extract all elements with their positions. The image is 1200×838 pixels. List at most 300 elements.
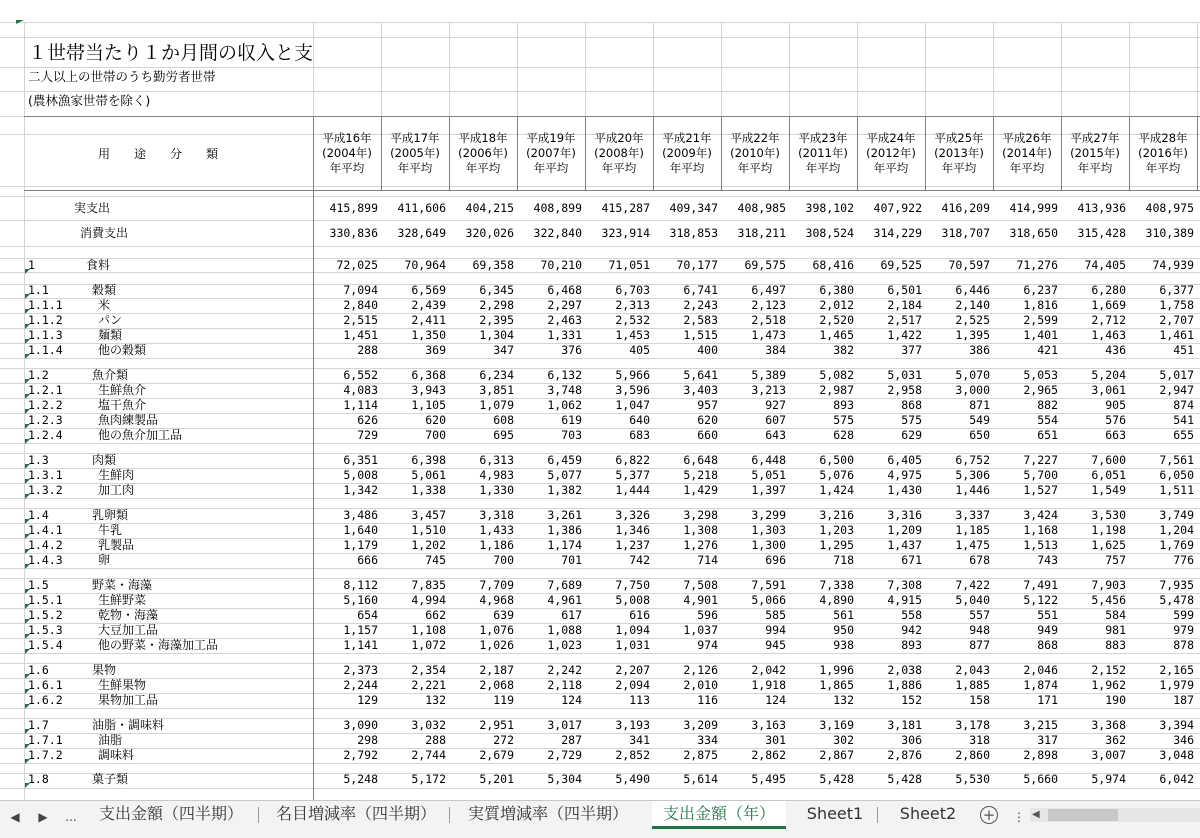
value-cell[interactable]: 6,132 [547, 368, 582, 382]
row-code[interactable]: 1.5.4 [28, 638, 63, 652]
value-cell[interactable]: 132 [425, 693, 446, 707]
value-cell[interactable]: 3,943 [411, 383, 446, 397]
sheet-title[interactable]: １世帯当たり１か月間の収入と支 [28, 42, 313, 64]
row-code[interactable]: 1.4.1 [28, 523, 63, 537]
value-cell[interactable]: 1,461 [1159, 328, 1194, 342]
row-label[interactable]: 油脂・調味料 [92, 718, 165, 732]
value-cell[interactable]: 6,042 [1159, 772, 1194, 786]
value-cell[interactable]: 1,303 [751, 523, 786, 537]
value-cell[interactable]: 132 [833, 693, 854, 707]
row-code[interactable]: 1.8 [28, 772, 49, 786]
value-cell[interactable]: 124 [561, 693, 582, 707]
row-code[interactable]: 1.4 [28, 508, 49, 522]
value-cell[interactable]: 2,395 [479, 313, 514, 327]
value-cell[interactable]: 671 [901, 553, 922, 567]
row-label[interactable]: 生鮮肉 [98, 468, 135, 482]
value-cell[interactable]: 3,017 [547, 718, 582, 732]
value-cell[interactable]: 6,500 [819, 453, 854, 467]
value-cell[interactable]: 6,234 [479, 368, 514, 382]
value-cell[interactable]: 1,446 [955, 483, 990, 497]
value-cell[interactable]: 2,707 [1159, 313, 1194, 327]
value-cell[interactable]: 561 [833, 608, 854, 622]
value-cell[interactable]: 318,211 [737, 226, 786, 240]
value-cell[interactable]: 1,304 [479, 328, 514, 342]
value-cell[interactable]: 1,433 [479, 523, 514, 537]
value-cell[interactable]: 945 [765, 638, 786, 652]
value-cell[interactable]: 69,525 [880, 258, 922, 272]
value-cell[interactable]: 905 [1105, 398, 1126, 412]
value-cell[interactable]: 1,397 [751, 483, 786, 497]
value-cell[interactable]: 158 [969, 693, 990, 707]
value-cell[interactable]: 320,026 [465, 226, 514, 240]
value-cell[interactable]: 2,010 [683, 678, 718, 692]
value-cell[interactable]: 541 [1173, 413, 1194, 427]
value-cell[interactable]: 408,975 [1145, 201, 1194, 215]
value-cell[interactable]: 5,456 [1091, 593, 1126, 607]
value-cell[interactable]: 4,890 [819, 593, 854, 607]
row-code[interactable]: 1.1 [28, 283, 49, 297]
value-cell[interactable]: 1,088 [547, 623, 582, 637]
value-cell[interactable]: 718 [833, 553, 854, 567]
value-cell[interactable]: 328,649 [397, 226, 446, 240]
row-code[interactable]: 1.1.4 [28, 343, 63, 357]
row-label[interactable]: 大豆加工品 [98, 623, 159, 637]
value-cell[interactable]: 3,215 [1023, 718, 1058, 732]
value-cell[interactable]: 616 [629, 608, 650, 622]
value-cell[interactable]: 7,422 [955, 578, 990, 592]
row-label[interactable]: 乳卵類 [92, 508, 129, 522]
column-header-2[interactable] [381, 131, 449, 176]
value-cell[interactable]: 330,836 [329, 226, 378, 240]
value-cell[interactable]: 1,031 [615, 638, 650, 652]
value-cell[interactable]: 2,244 [343, 678, 378, 692]
row-code[interactable]: 1.5.1 [28, 593, 63, 607]
sheet-subtitle-exclusion[interactable]: (農林漁家世帯を除く) [28, 93, 151, 108]
value-cell[interactable]: 655 [1173, 428, 1194, 442]
value-cell[interactable]: 414,999 [1009, 201, 1058, 215]
value-cell[interactable]: 868 [1037, 638, 1058, 652]
value-cell[interactable]: 2,860 [955, 748, 990, 762]
value-cell[interactable]: 2,583 [683, 313, 718, 327]
value-cell[interactable]: 2,152 [1091, 663, 1126, 677]
value-cell[interactable]: 742 [629, 553, 650, 567]
value-cell[interactable]: 2,898 [1023, 748, 1058, 762]
value-cell[interactable]: 2,298 [479, 298, 514, 312]
value-cell[interactable]: 1,401 [1023, 328, 1058, 342]
value-cell[interactable]: 938 [833, 638, 854, 652]
value-cell[interactable]: 2,951 [479, 718, 514, 732]
row-label[interactable]: 加工肉 [98, 483, 135, 497]
value-cell[interactable]: 7,689 [547, 578, 582, 592]
value-cell[interactable]: 5,082 [819, 368, 854, 382]
value-cell[interactable]: 288 [357, 343, 378, 357]
value-cell[interactable]: 1,874 [1023, 678, 1058, 692]
value-cell[interactable]: 70,964 [404, 258, 446, 272]
value-cell[interactable]: 1,886 [887, 678, 922, 692]
row-code[interactable]: 1.2 [28, 368, 49, 382]
value-cell[interactable]: 69,358 [472, 258, 514, 272]
row-code[interactable]: 1.2.3 [28, 413, 63, 427]
value-cell[interactable]: 6,459 [547, 453, 582, 467]
value-cell[interactable]: 1,209 [887, 523, 922, 537]
value-cell[interactable]: 1,473 [751, 328, 786, 342]
value-cell[interactable]: 629 [901, 428, 922, 442]
value-cell[interactable]: 2,207 [615, 663, 650, 677]
value-cell[interactable]: 1,076 [479, 623, 514, 637]
value-cell[interactable]: 2,068 [479, 678, 514, 692]
value-cell[interactable]: 272 [493, 733, 514, 747]
row-code[interactable]: 1.4.2 [28, 538, 63, 552]
row-code[interactable]: 1.2.2 [28, 398, 63, 412]
value-cell[interactable]: 70,177 [676, 258, 718, 272]
value-cell[interactable]: 2,867 [819, 748, 854, 762]
row-label[interactable]: 他の穀類 [98, 343, 147, 357]
value-cell[interactable]: 584 [1105, 608, 1126, 622]
row-code[interactable]: 1.7.1 [28, 733, 63, 747]
value-cell[interactable]: 1,429 [683, 483, 718, 497]
value-cell[interactable]: 1,962 [1091, 678, 1126, 692]
value-cell[interactable]: 3,299 [751, 508, 786, 522]
value-cell[interactable]: 558 [901, 608, 922, 622]
value-cell[interactable]: 981 [1105, 623, 1126, 637]
value-cell[interactable]: 7,338 [819, 578, 854, 592]
sheet-tab-2[interactable]: 名目増減率（四半期） [275, 804, 436, 823]
value-cell[interactable]: 5,700 [1023, 468, 1058, 482]
value-cell[interactable]: 2,852 [615, 748, 650, 762]
value-cell[interactable]: 4,983 [479, 468, 514, 482]
value-cell[interactable]: 979 [1173, 623, 1194, 637]
value-cell[interactable]: 1,179 [343, 538, 378, 552]
value-cell[interactable]: 3,181 [887, 718, 922, 732]
value-cell[interactable]: 5,660 [1023, 772, 1058, 786]
row-label[interactable]: 果物 [92, 663, 117, 677]
value-cell[interactable]: 1,437 [887, 538, 922, 552]
value-cell[interactable]: 6,703 [615, 283, 650, 297]
value-cell[interactable]: 703 [561, 428, 582, 442]
value-cell[interactable]: 1,079 [479, 398, 514, 412]
value-cell[interactable]: 5,066 [751, 593, 786, 607]
value-cell[interactable]: 2,411 [411, 313, 446, 327]
value-cell[interactable]: 5,641 [683, 368, 718, 382]
value-cell[interactable]: 404,215 [465, 201, 514, 215]
value-cell[interactable]: 5,248 [343, 772, 378, 786]
value-cell[interactable]: 382 [833, 343, 854, 357]
value-cell[interactable]: 4,968 [479, 593, 514, 607]
value-cell[interactable]: 2,532 [615, 313, 650, 327]
value-cell[interactable]: 575 [901, 413, 922, 427]
value-cell[interactable]: 557 [969, 608, 990, 622]
value-cell[interactable]: 334 [697, 733, 718, 747]
tab-scroll-right-icon[interactable]: ▶ [38, 810, 48, 824]
value-cell[interactable]: 301 [765, 733, 786, 747]
value-cell[interactable]: 1,444 [615, 483, 650, 497]
value-cell[interactable]: 701 [561, 553, 582, 567]
row-code[interactable]: 1.6.1 [28, 678, 63, 692]
value-cell[interactable]: 5,051 [751, 468, 786, 482]
row-label[interactable]: 他の野菜・海藻加工品 [98, 638, 219, 652]
value-cell[interactable]: 4,975 [887, 468, 922, 482]
value-cell[interactable]: 1,395 [955, 328, 990, 342]
value-cell[interactable]: 576 [1105, 413, 1126, 427]
column-header-10[interactable] [925, 131, 993, 176]
value-cell[interactable]: 882 [1037, 398, 1058, 412]
value-cell[interactable]: 1,758 [1159, 298, 1194, 312]
value-cell[interactable]: 341 [629, 733, 650, 747]
value-cell[interactable]: 119 [493, 693, 514, 707]
value-cell[interactable]: 3,749 [1159, 508, 1194, 522]
value-cell[interactable]: 3,368 [1091, 718, 1126, 732]
value-cell[interactable]: 362 [1105, 733, 1126, 747]
value-cell[interactable]: 874 [1173, 398, 1194, 412]
value-cell[interactable]: 948 [969, 623, 990, 637]
value-cell[interactable]: 408,899 [533, 201, 582, 215]
value-cell[interactable]: 628 [833, 428, 854, 442]
row-label[interactable]: 生鮮魚介 [98, 383, 147, 397]
column-header-9[interactable] [857, 131, 925, 176]
value-cell[interactable]: 1,331 [547, 328, 582, 342]
row-label[interactable]: 塩干魚介 [98, 398, 147, 412]
value-cell[interactable]: 607 [765, 413, 786, 427]
value-cell[interactable]: 5,172 [411, 772, 446, 786]
value-cell[interactable]: 400 [697, 343, 718, 357]
value-cell[interactable]: 2,876 [887, 748, 922, 762]
value-cell[interactable]: 3,530 [1091, 508, 1126, 522]
value-cell[interactable]: 6,741 [683, 283, 718, 297]
value-cell[interactable]: 288 [425, 733, 446, 747]
row-label[interactable]: 生鮮果物 [98, 678, 147, 692]
value-cell[interactable]: 1,346 [615, 523, 650, 537]
value-cell[interactable]: 2,875 [683, 748, 718, 762]
row-label[interactable]: 肉類 [92, 453, 117, 467]
row-label[interactable]: 油脂 [98, 733, 123, 747]
value-cell[interactable]: 871 [969, 398, 990, 412]
value-cell[interactable]: 2,840 [343, 298, 378, 312]
value-cell[interactable]: 4,901 [683, 593, 718, 607]
value-cell[interactable]: 5,614 [683, 772, 718, 786]
value-cell[interactable]: 2,094 [615, 678, 650, 692]
column-header-3[interactable] [449, 131, 517, 176]
value-cell[interactable]: 2,118 [547, 678, 582, 692]
value-cell[interactable]: 2,243 [683, 298, 718, 312]
value-cell[interactable]: 1,342 [343, 483, 378, 497]
value-cell[interactable]: 7,561 [1159, 453, 1194, 467]
row-label[interactable]: 食料 [86, 258, 111, 272]
row-label[interactable]: 米 [98, 298, 111, 312]
sheet-tab-1[interactable]: 支出金額（四半期） [98, 804, 243, 823]
value-cell[interactable]: 5,966 [615, 368, 650, 382]
sheet-tab-5[interactable]: Sheet1 [806, 804, 864, 823]
value-cell[interactable]: 551 [1037, 608, 1058, 622]
value-cell[interactable]: 310,389 [1145, 226, 1194, 240]
value-cell[interactable]: 70,210 [540, 258, 582, 272]
value-cell[interactable]: 650 [969, 428, 990, 442]
value-cell[interactable]: 3,216 [819, 508, 854, 522]
value-cell[interactable]: 620 [697, 413, 718, 427]
value-cell[interactable]: 3,007 [1091, 748, 1126, 762]
value-cell[interactable]: 6,050 [1159, 468, 1194, 482]
value-cell[interactable]: 5,070 [955, 368, 990, 382]
value-cell[interactable]: 2,313 [615, 298, 650, 312]
row-code[interactable]: 1.5.2 [28, 608, 63, 622]
value-cell[interactable]: 1,108 [411, 623, 446, 637]
value-cell[interactable]: 1,338 [411, 483, 446, 497]
value-cell[interactable]: 5,160 [343, 593, 378, 607]
value-cell[interactable]: 7,508 [683, 578, 718, 592]
value-cell[interactable]: 1,202 [411, 538, 446, 552]
value-cell[interactable]: 2,947 [1159, 383, 1194, 397]
value-cell[interactable]: 7,308 [887, 578, 922, 592]
value-cell[interactable]: 5,040 [955, 593, 990, 607]
value-cell[interactable]: 619 [561, 413, 582, 427]
value-cell[interactable]: 2,221 [411, 678, 446, 692]
value-cell[interactable]: 323,914 [601, 226, 650, 240]
value-cell[interactable]: 3,318 [479, 508, 514, 522]
value-cell[interactable]: 2,520 [819, 313, 854, 327]
scrollbar-thumb[interactable] [1048, 809, 1118, 821]
value-cell[interactable]: 2,712 [1091, 313, 1126, 327]
value-cell[interactable]: 6,313 [479, 453, 514, 467]
value-cell[interactable]: 129 [357, 693, 378, 707]
value-cell[interactable]: 1,295 [819, 538, 854, 552]
value-cell[interactable]: 7,094 [343, 283, 378, 297]
value-cell[interactable]: 2,354 [411, 663, 446, 677]
value-cell[interactable]: 8,112 [343, 578, 378, 592]
value-cell[interactable]: 124 [765, 693, 786, 707]
value-cell[interactable]: 2,373 [343, 663, 378, 677]
tab-bar-menu-icon[interactable]: ⋮ [1013, 810, 1025, 824]
value-cell[interactable]: 776 [1173, 553, 1194, 567]
value-cell[interactable]: 384 [765, 343, 786, 357]
value-cell[interactable]: 1,026 [479, 638, 514, 652]
value-cell[interactable]: 1,465 [819, 328, 854, 342]
value-cell[interactable]: 554 [1037, 413, 1058, 427]
value-cell[interactable]: 1,527 [1023, 483, 1058, 497]
value-cell[interactable]: 1,203 [819, 523, 854, 537]
tab-scroll-left-icon[interactable]: ◀ [10, 810, 20, 824]
value-cell[interactable]: 651 [1037, 428, 1058, 442]
tab-overflow-icon[interactable]: ... [65, 810, 77, 824]
value-cell[interactable]: 5,478 [1159, 593, 1194, 607]
value-cell[interactable]: 421 [1037, 343, 1058, 357]
value-cell[interactable]: 3,048 [1159, 748, 1194, 762]
row-label[interactable]: 乾物・海藻 [98, 608, 159, 622]
value-cell[interactable]: 315,428 [1077, 226, 1126, 240]
value-cell[interactable]: 893 [901, 638, 922, 652]
value-cell[interactable]: 171 [1037, 693, 1058, 707]
value-cell[interactable]: 5,428 [887, 772, 922, 786]
value-cell[interactable]: 893 [833, 398, 854, 412]
value-cell[interactable]: 949 [1037, 623, 1058, 637]
value-cell[interactable]: 71,276 [1016, 258, 1058, 272]
value-cell[interactable]: 1,669 [1091, 298, 1126, 312]
value-cell[interactable]: 2,515 [343, 313, 378, 327]
value-cell[interactable]: 376 [561, 343, 582, 357]
value-cell[interactable]: 1,996 [819, 663, 854, 677]
value-cell[interactable]: 7,591 [751, 578, 786, 592]
horizontal-scrollbar[interactable] [1030, 808, 1200, 822]
value-cell[interactable]: 3,032 [411, 718, 446, 732]
value-cell[interactable]: 5,306 [955, 468, 990, 482]
value-cell[interactable]: 322,840 [533, 226, 582, 240]
value-cell[interactable]: 2,184 [887, 298, 922, 312]
sheet-tab-4[interactable]: 支出金額（年） [652, 801, 786, 829]
value-cell[interactable]: 2,987 [819, 383, 854, 397]
row-code[interactable]: 1 [28, 258, 35, 272]
row-label[interactable]: 生鮮野菜 [98, 593, 147, 607]
value-cell[interactable]: 71,051 [608, 258, 650, 272]
value-cell[interactable]: 415,287 [601, 201, 650, 215]
value-cell[interactable]: 1,515 [683, 328, 718, 342]
value-cell[interactable]: 4,994 [411, 593, 446, 607]
value-cell[interactable]: 5,053 [1023, 368, 1058, 382]
row-label[interactable]: 実支出 [74, 201, 111, 215]
value-cell[interactable]: 617 [561, 608, 582, 622]
value-cell[interactable]: 662 [425, 608, 446, 622]
value-cell[interactable]: 700 [425, 428, 446, 442]
sheet-subtitle-household[interactable]: 二人以上の世帯のうち勤労者世帯 [28, 69, 216, 84]
value-cell[interactable]: 729 [357, 428, 378, 442]
value-cell[interactable]: 1,475 [955, 538, 990, 552]
value-cell[interactable]: 6,446 [955, 283, 990, 297]
value-cell[interactable]: 608 [493, 413, 514, 427]
value-cell[interactable]: 1,174 [547, 538, 582, 552]
value-cell[interactable]: 6,345 [479, 283, 514, 297]
value-cell[interactable]: 369 [425, 343, 446, 357]
value-cell[interactable]: 3,209 [683, 718, 718, 732]
value-cell[interactable]: 5,077 [547, 468, 582, 482]
row-label[interactable]: 野菜・海藻 [92, 578, 153, 592]
value-cell[interactable]: 1,037 [683, 623, 718, 637]
value-cell[interactable]: 678 [969, 553, 990, 567]
value-cell[interactable]: 1,168 [1023, 523, 1058, 537]
value-cell[interactable]: 318,853 [669, 226, 718, 240]
value-cell[interactable]: 3,326 [615, 508, 650, 522]
value-cell[interactable]: 5,201 [479, 772, 514, 786]
value-cell[interactable]: 1,918 [751, 678, 786, 692]
row-code[interactable]: 1.3.2 [28, 483, 63, 497]
value-cell[interactable]: 113 [629, 693, 650, 707]
value-cell[interactable]: 2,679 [479, 748, 514, 762]
value-cell[interactable]: 3,486 [343, 508, 378, 522]
value-cell[interactable]: 5,017 [1159, 368, 1194, 382]
value-cell[interactable]: 298 [357, 733, 378, 747]
value-cell[interactable]: 1,422 [887, 328, 922, 342]
value-cell[interactable]: 683 [629, 428, 650, 442]
value-cell[interactable]: 7,600 [1091, 453, 1126, 467]
category-column-header[interactable]: 用 途 分 類 [98, 147, 219, 161]
value-cell[interactable]: 1,237 [615, 538, 650, 552]
value-cell[interactable]: 2,242 [547, 663, 582, 677]
value-cell[interactable]: 6,280 [1091, 283, 1126, 297]
value-cell[interactable]: 302 [833, 733, 854, 747]
value-cell[interactable]: 575 [833, 413, 854, 427]
value-cell[interactable]: 2,187 [479, 663, 514, 677]
value-cell[interactable]: 2,439 [411, 298, 446, 312]
value-cell[interactable]: 4,083 [343, 383, 378, 397]
row-code[interactable]: 1.2.1 [28, 383, 63, 397]
value-cell[interactable]: 927 [765, 398, 786, 412]
value-cell[interactable]: 6,380 [819, 283, 854, 297]
row-label[interactable]: 消費支出 [80, 226, 129, 240]
value-cell[interactable]: 585 [765, 608, 786, 622]
column-header-4[interactable] [517, 131, 585, 176]
value-cell[interactable]: 116 [697, 693, 718, 707]
value-cell[interactable]: 407,922 [873, 201, 922, 215]
value-cell[interactable]: 1,276 [683, 538, 718, 552]
row-label[interactable]: 麺類 [98, 328, 123, 342]
value-cell[interactable]: 2,140 [955, 298, 990, 312]
value-cell[interactable]: 1,510 [411, 523, 446, 537]
